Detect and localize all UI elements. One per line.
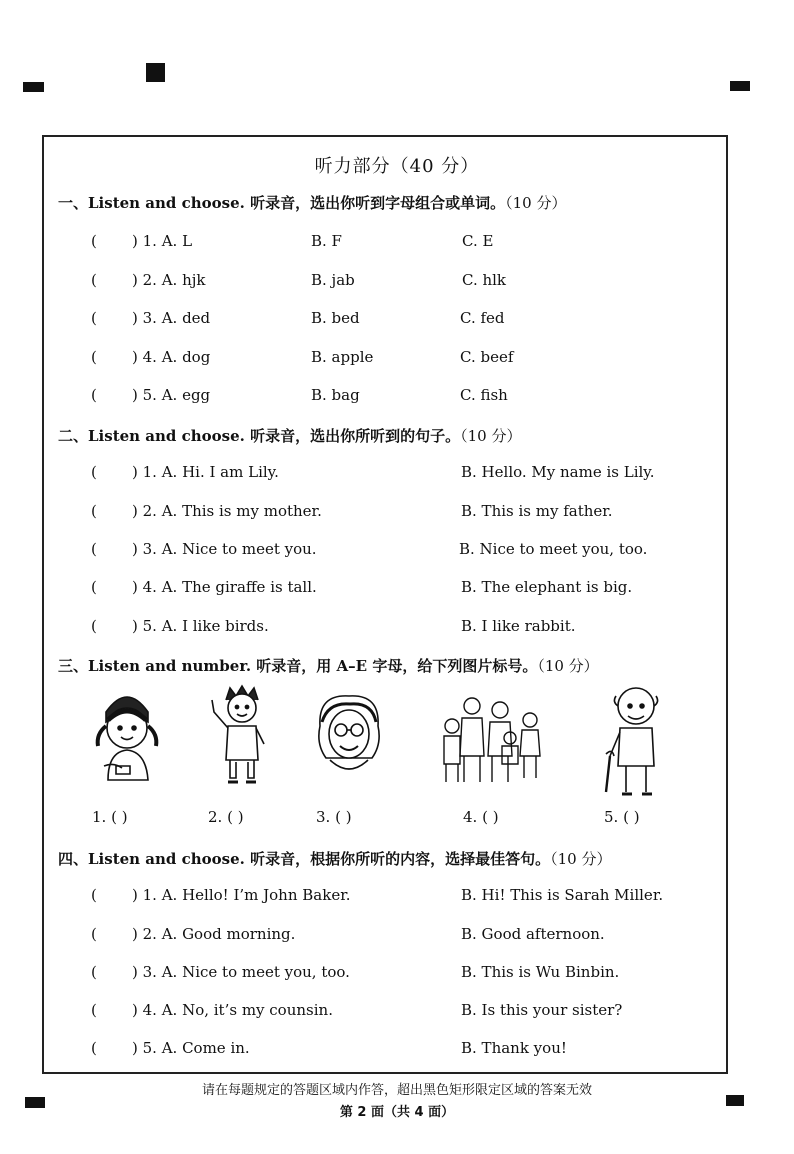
section-3-title: 三、Listen and number. 听录音，用 A–E 字母，给下列图片标号。: [58, 657, 538, 675]
answer-paren[interactable]: (: [91, 578, 97, 596]
answer-paren[interactable]: (: [91, 963, 97, 981]
option-b: B. Nice to meet you, too.: [459, 540, 648, 558]
answer-paren[interactable]: (: [91, 232, 97, 250]
section-2-item: [0, 540, 794, 562]
answer-paren[interactable]: (: [91, 617, 97, 635]
option-a: ) 4. A. dog: [132, 348, 211, 366]
registration-mark-top-square: [146, 63, 165, 82]
section-2-item: [0, 617, 794, 639]
answer-paren[interactable]: (: [91, 463, 97, 481]
option-b: B. Hi! This is Sarah Miller.: [461, 886, 664, 904]
option-a: ) 2. A. hjk: [132, 271, 206, 289]
option-b: B. F: [311, 232, 342, 250]
option-b: B. This is Wu Binbin.: [461, 963, 620, 981]
option-b: B. Thank you!: [461, 1039, 567, 1057]
option-b: B. apple: [311, 348, 374, 366]
option-a: ) 5. A. egg: [132, 386, 211, 404]
picture-girl: [86, 682, 168, 802]
option-a: ) 5. A. Come in.: [132, 1039, 250, 1057]
section-3-points: （10 分）: [537, 657, 599, 675]
section-4-item: [0, 886, 794, 908]
answer-paren[interactable]: (: [91, 309, 97, 327]
answer-paren[interactable]: (: [91, 925, 97, 943]
page-number: 第 2 面（共 4 面）: [339, 1105, 455, 1120]
section-1-item: [0, 386, 794, 408]
option-b: B. I like rabbit.: [461, 617, 576, 635]
section-2-points: （10 分）: [460, 427, 522, 445]
option-b: B. This is my father.: [461, 502, 613, 520]
section-1-heading: [58, 192, 566, 213]
picture-5-answer[interactable]: 5. ( ): [604, 808, 640, 826]
section-4-item: [0, 925, 794, 947]
section-4-heading: [58, 848, 611, 869]
section-3-heading: [58, 655, 599, 676]
answer-paren[interactable]: (: [91, 348, 97, 366]
section-4-points: （10 分）: [550, 850, 612, 868]
section-2-item: [0, 502, 794, 524]
picture-woman: [308, 682, 390, 802]
option-b: B. bag: [311, 386, 360, 404]
picture-2-answer[interactable]: 2. ( ): [208, 808, 244, 826]
option-c: C. fish: [460, 386, 508, 404]
picture-3-answer[interactable]: 3. ( ): [316, 808, 352, 826]
picture-grandpa: [598, 682, 680, 802]
section-2-item: [0, 463, 794, 485]
section-1-item: [0, 232, 794, 254]
answer-paren[interactable]: (: [91, 271, 97, 289]
registration-mark-top-left: [23, 82, 44, 92]
section-2-heading: [58, 425, 521, 446]
footer-instruction: 请在每题规定的答题区域内作答，超出黑色矩形限定区域的答案无效: [201, 1083, 592, 1098]
option-a: ) 1. A. Hello! I’m John Baker.: [132, 886, 351, 904]
option-a: ) 3. A. Nice to meet you.: [132, 540, 317, 558]
option-c: C. hlk: [462, 271, 507, 289]
answer-paren[interactable]: (: [91, 502, 97, 520]
option-a: ) 4. A. The giraffe is tall.: [132, 578, 317, 596]
option-a: ) 1. A. L: [132, 232, 193, 250]
option-a: ) 2. A. This is my mother.: [132, 502, 322, 520]
option-a: ) 4. A. No, it’s my counsin.: [132, 1001, 333, 1019]
picture-1-answer[interactable]: 1. ( ): [92, 808, 128, 826]
section-4-item: [0, 1039, 794, 1061]
registration-mark-top-right: [730, 81, 750, 91]
section-1-item: [0, 271, 794, 293]
option-a: ) 3. A. Nice to meet you, too.: [132, 963, 350, 981]
answer-paren[interactable]: (: [91, 540, 97, 558]
option-b: B. Is this your sister?: [461, 1001, 623, 1019]
section-4-title: 四、Listen and choose. 听录音，根据你所听的内容，选择最佳答句。: [58, 850, 551, 868]
option-b: B. The elephant is big.: [461, 578, 633, 596]
picture-4-answer[interactable]: 4. ( ): [463, 808, 499, 826]
option-c: C. beef: [460, 348, 514, 366]
option-a: ) 1. A. Hi. I am Lily.: [132, 463, 279, 481]
page-title: 听力部分（40 分）: [314, 156, 480, 177]
option-b: B. jab: [311, 271, 355, 289]
section-2-item: [0, 578, 794, 600]
section-1-points: （10 分）: [505, 194, 567, 212]
picture-family: [432, 682, 550, 802]
answer-paren[interactable]: (: [91, 1039, 97, 1057]
section-4-item: [0, 1001, 794, 1023]
option-a: ) 5. A. I like birds.: [132, 617, 269, 635]
option-a: ) 2. A. Good morning.: [132, 925, 296, 943]
section-1-item: [0, 348, 794, 370]
section-4-item: [0, 963, 794, 985]
answer-paren[interactable]: (: [91, 1001, 97, 1019]
section-2-title: 二、Listen and choose. 听录音，选出你所听到的句子。: [58, 427, 461, 445]
section-1-title: 一、Listen and choose. 听录音，选出你听到字母组合或单词。: [58, 194, 506, 212]
answer-paren[interactable]: (: [91, 886, 97, 904]
option-b: B. bed: [311, 309, 360, 327]
answer-paren[interactable]: (: [91, 386, 97, 404]
option-c: C. fed: [460, 309, 505, 327]
option-c: C. E: [462, 232, 494, 250]
option-b: B. Good afternoon.: [461, 925, 605, 943]
option-a: ) 3. A. ded: [132, 309, 211, 327]
section-1-item: [0, 309, 794, 331]
picture-boy: [200, 682, 282, 802]
option-b: B. Hello. My name is Lily.: [461, 463, 655, 481]
